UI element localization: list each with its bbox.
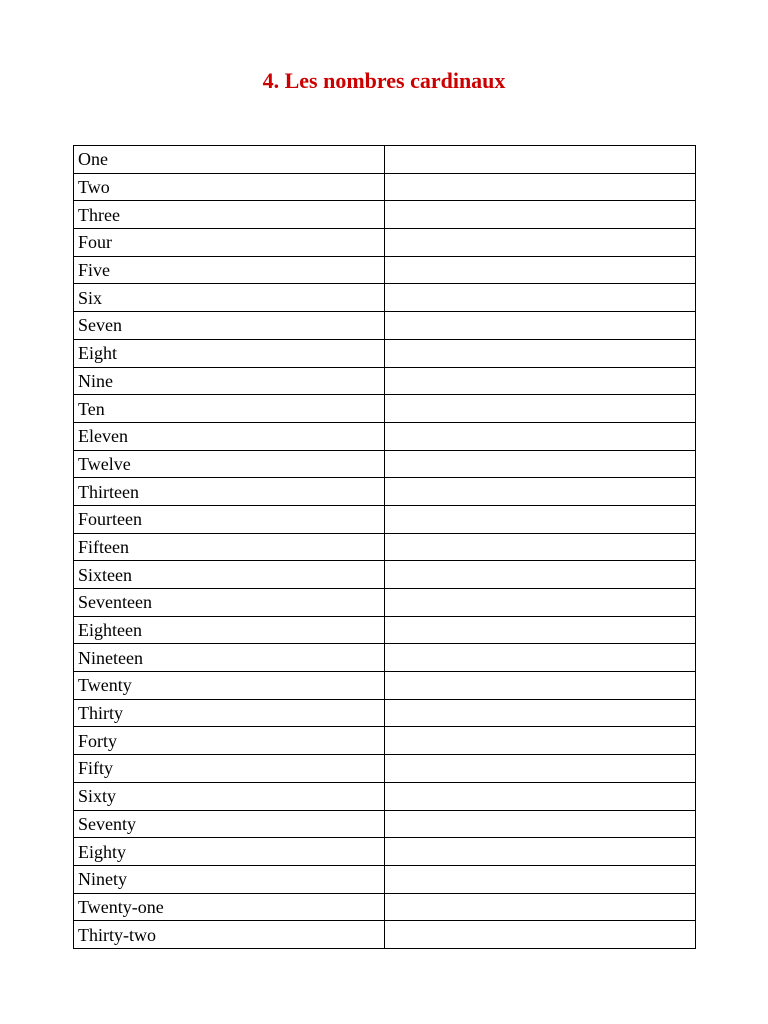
table-row — [74, 616, 696, 644]
english-word-cell: Ninety — [74, 865, 385, 893]
table-row — [74, 561, 696, 589]
translation-cell[interactable] — [385, 201, 696, 229]
english-word-cell: Fifty — [74, 755, 385, 783]
english-word-cell: Nineteen — [74, 644, 385, 672]
translation-cell[interactable] — [385, 561, 696, 589]
table-row — [74, 755, 696, 783]
translation-cell[interactable] — [385, 312, 696, 340]
translation-cell[interactable] — [385, 672, 696, 700]
english-word-cell: Seventy — [74, 810, 385, 838]
table-row — [74, 782, 696, 810]
translation-cell[interactable] — [385, 727, 696, 755]
english-word-cell: Thirty — [74, 699, 385, 727]
translation-cell[interactable] — [385, 865, 696, 893]
english-word-cell: Ten — [74, 395, 385, 423]
table-row — [74, 339, 696, 367]
english-word-cell: Eight — [74, 339, 385, 367]
table-row — [74, 727, 696, 755]
english-word-cell: Seven — [74, 312, 385, 340]
translation-cell[interactable] — [385, 229, 696, 257]
english-word-cell: Two — [74, 173, 385, 201]
english-word-cell: Fifteen — [74, 533, 385, 561]
translation-cell[interactable] — [385, 173, 696, 201]
english-word-cell: One — [74, 146, 385, 174]
table-row — [74, 838, 696, 866]
translation-cell[interactable] — [385, 838, 696, 866]
translation-cell[interactable] — [385, 450, 696, 478]
translation-cell[interactable] — [385, 589, 696, 617]
english-word-cell: Eighty — [74, 838, 385, 866]
page-title: 4. Les nombres cardinaux — [262, 68, 506, 93]
table-row — [74, 533, 696, 561]
table-row — [74, 312, 696, 340]
translation-cell[interactable] — [385, 505, 696, 533]
english-word-cell: Eleven — [74, 422, 385, 450]
table-row — [74, 256, 696, 284]
english-word-cell: Twenty — [74, 672, 385, 700]
english-word-cell: Five — [74, 256, 385, 284]
english-word-cell: Twelve — [74, 450, 385, 478]
table-row — [74, 644, 696, 672]
english-word-cell: Nine — [74, 367, 385, 395]
table-row — [74, 699, 696, 727]
english-word-cell: Thirty-two — [74, 921, 385, 949]
translation-cell[interactable] — [385, 284, 696, 312]
english-word-cell: Sixteen — [74, 561, 385, 589]
english-word-cell: Forty — [74, 727, 385, 755]
translation-cell[interactable] — [385, 367, 696, 395]
english-word-cell: Four — [74, 229, 385, 257]
table-body — [74, 146, 696, 949]
english-word-cell: Three — [74, 201, 385, 229]
translation-cell[interactable] — [385, 699, 696, 727]
translation-cell[interactable] — [385, 256, 696, 284]
english-word-cell: Sixty — [74, 782, 385, 810]
table-row — [74, 505, 696, 533]
table-row — [74, 422, 696, 450]
table-row — [74, 395, 696, 423]
table-row — [74, 589, 696, 617]
vocabulary-table — [73, 145, 696, 949]
table-row — [74, 921, 696, 949]
table-row — [74, 810, 696, 838]
translation-cell[interactable] — [385, 616, 696, 644]
translation-cell[interactable] — [385, 921, 696, 949]
translation-cell[interactable] — [385, 782, 696, 810]
translation-cell[interactable] — [385, 893, 696, 921]
english-word-cell: Fourteen — [74, 505, 385, 533]
table-row — [74, 201, 696, 229]
translation-cell[interactable] — [385, 146, 696, 174]
table-row — [74, 173, 696, 201]
english-word-cell: Seventeen — [74, 589, 385, 617]
table-row — [74, 865, 696, 893]
english-word-cell: Twenty-one — [74, 893, 385, 921]
english-word-cell: Eighteen — [74, 616, 385, 644]
english-word-cell: Thirteen — [74, 478, 385, 506]
table-row — [74, 229, 696, 257]
translation-cell[interactable] — [385, 533, 696, 561]
table-row — [74, 893, 696, 921]
translation-cell[interactable] — [385, 395, 696, 423]
translation-cell[interactable] — [385, 810, 696, 838]
table-row — [74, 146, 696, 174]
translation-cell[interactable] — [385, 478, 696, 506]
translation-cell[interactable] — [385, 339, 696, 367]
translation-cell[interactable] — [385, 644, 696, 672]
translation-cell[interactable] — [385, 422, 696, 450]
table-row — [74, 478, 696, 506]
table-row — [74, 450, 696, 478]
table-row — [74, 367, 696, 395]
english-word-cell: Six — [74, 284, 385, 312]
table-row — [74, 284, 696, 312]
translation-cell[interactable] — [385, 755, 696, 783]
table-row — [74, 672, 696, 700]
